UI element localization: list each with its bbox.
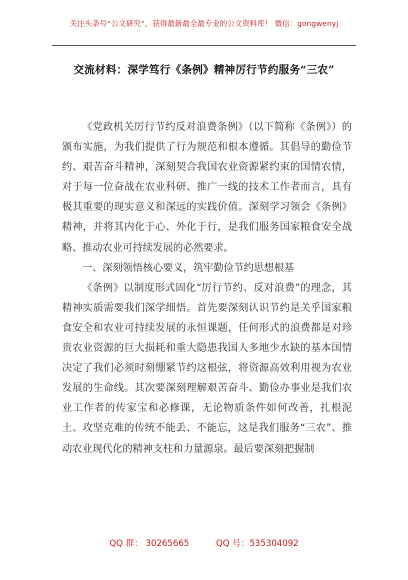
top-banner: 关注头条号“公文研究”，获得最新最全最专业的公文资料库！ 微信：gongwenyj bbox=[69, 19, 339, 28]
paragraph-section-1: 《条例》以制度形式固化“厉行节约、反对浪费”的理念，其精神实质需要我们深学细悟。首先要深刻认识节约是关乎国家粮食安全和农业可持续发展的永恒课题，任何形式的浪费都是对珍贵农业资源的巨大损耗和重大隐患我国人多地少水缺的基本国情决定了我们必须时刻绷紧节约这根弦，将资源高效利用视为农业发展的生命线。其次要深刻理解艰苦奋斗、勤俭办事业是我们农业工作者的传家宝和必修课，无论物质条件如何改善，扎根泥土、攻坚克难的传统不能丢、不能忘，这是我们服务“三农”、推动农业现代化的精神支柱和力量源泉。最后要深刻把握制 bbox=[62, 282, 352, 455]
document-title: 交流材料：深学笃行《条例》精神厉行节约服务“三农” bbox=[73, 64, 335, 76]
document-body bbox=[62, 118, 352, 460]
paragraph-intro: 《党政机关厉行节约反对浪费条例》（以下简称《条例》）的颁布实施，为我们提供了行为规范和根本遵循。其倡导的勤俭节约、艰苦奋斗精神，深刻契合我国农业资源紧约束的国情农情，对于每一位奋战在农业科研、推广一线的技术工作者而言，具有极其重要的现实意义和深远的实践价值。深刻学习领会《条例》精神，并将其内化于心、外化于行，是我们服务国家粮食安全战略、推动农业可持续发展的必然要求。 bbox=[62, 122, 352, 254]
header-divider bbox=[52, 45, 356, 46]
section-heading: 一、深刻领悟核心要义，筑牢勤俭节约思想根基 bbox=[82, 262, 295, 274]
footer-qq-number: QQ 号：535304092 bbox=[216, 539, 299, 549]
footer-contact bbox=[0, 537, 408, 549]
footer-qq-group: QQ 群： 30265665 bbox=[109, 539, 190, 549]
